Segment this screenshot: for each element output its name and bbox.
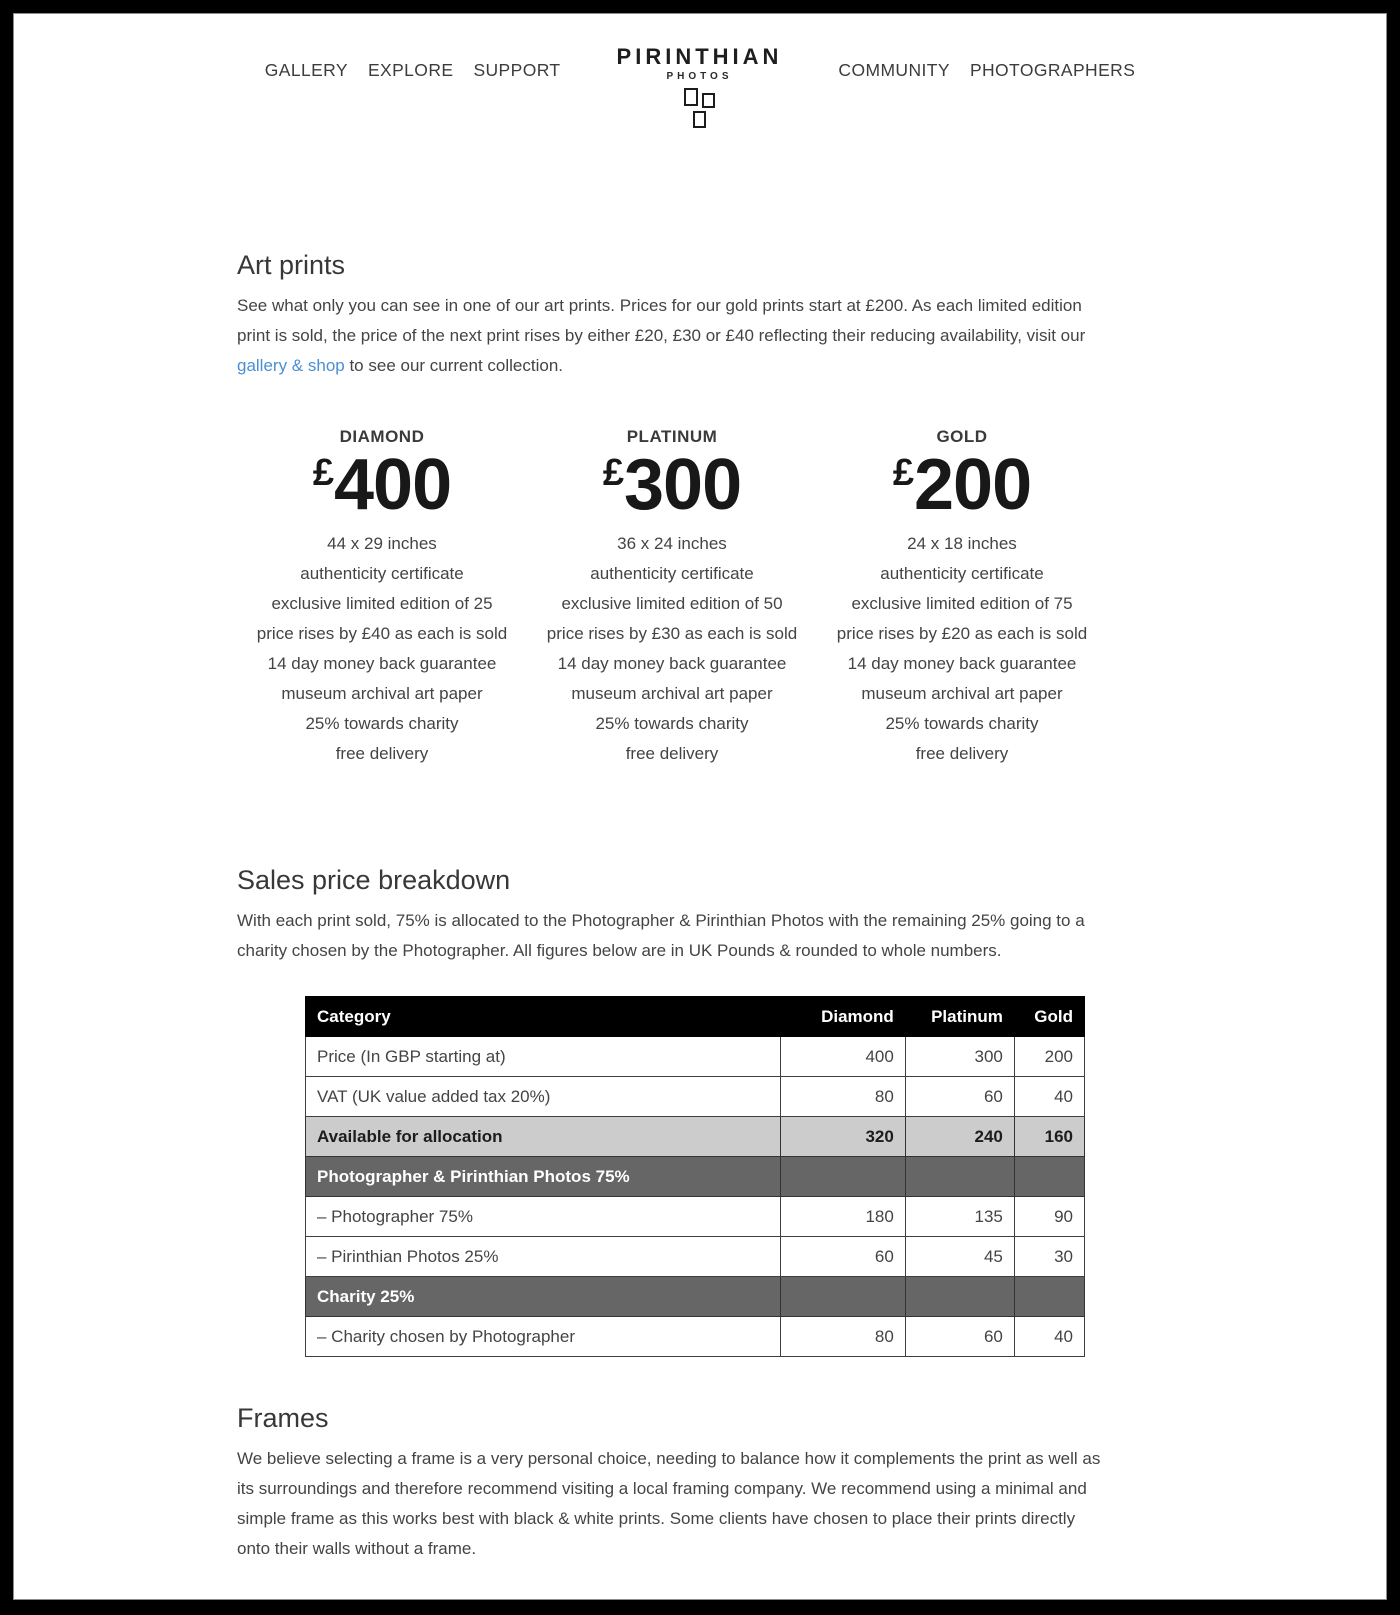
frames-heading: Frames <box>237 1403 329 1433</box>
tier-feature: authenticity certificate <box>590 564 754 583</box>
row-value: 320 <box>781 1117 906 1157</box>
sales-breakdown-intro: With each print sold, 75% is allocated to the Photographer & Pirinthian Photos with the remaining 25% going to a charity chosen by the Photographer. All figures below are in UK Pounds & rounded to whole numbers. <box>237 911 1085 960</box>
tier-feature: price rises by £20 as each is sold <box>836 624 1088 643</box>
sales-breakdown-table <box>305 996 1085 1357</box>
row-value: 80 <box>781 1077 906 1117</box>
tier-price <box>237 445 527 525</box>
tier-feature: exclusive limited edition of 50 <box>561 594 783 613</box>
row-value <box>1014 1157 1084 1197</box>
row-value: 60 <box>781 1237 906 1277</box>
row-value: 40 <box>1014 1077 1084 1117</box>
site-logo[interactable] <box>617 44 783 128</box>
sales-breakdown-section <box>237 865 1107 1357</box>
tier-feature: authenticity certificate <box>300 564 464 583</box>
pricing-tier-card <box>817 427 1107 769</box>
row-value: 90 <box>1014 1197 1084 1237</box>
nav-item-explore[interactable]: EXPLORE <box>367 60 454 80</box>
logo-title: PIRINTHIAN <box>616 44 783 69</box>
pricing-tier-card <box>237 427 527 769</box>
tier-features <box>237 529 527 769</box>
logo-subtitle: PHOTOS <box>666 71 733 82</box>
pricing-tiers <box>237 427 1107 769</box>
row-value: 135 <box>905 1197 1014 1237</box>
nav-item-photographers[interactable]: PHOTOGRAPHERS <box>969 60 1136 80</box>
table-header-row <box>306 997 1085 1037</box>
logo-frame-icon <box>693 111 706 128</box>
row-label: Photographer & Pirinthian Photos 75% <box>306 1157 781 1197</box>
table-row <box>306 1237 1085 1277</box>
nav-item-support[interactable]: SUPPORT <box>473 60 561 80</box>
row-value <box>905 1277 1014 1317</box>
tier-name: PLATINUM <box>626 427 718 446</box>
row-label: Charity 25% <box>306 1277 781 1317</box>
row-label: Price (In GBP starting at) <box>306 1037 781 1077</box>
intro-text-after: to see our current collection. <box>344 356 564 375</box>
table-row <box>306 1317 1085 1357</box>
row-value <box>905 1157 1014 1197</box>
row-value: 45 <box>905 1237 1014 1277</box>
table-row <box>306 1157 1085 1197</box>
tier-feature: exclusive limited edition of 75 <box>851 594 1073 613</box>
tier-feature: 14 day money back guarantee <box>557 654 787 673</box>
tier-feature: 25% towards charity <box>885 714 1039 733</box>
tier-feature: free delivery <box>915 744 1009 763</box>
tier-feature: 25% towards charity <box>595 714 749 733</box>
tier-feature: free delivery <box>335 744 429 763</box>
nav-item-gallery[interactable]: GALLERY <box>264 60 348 80</box>
tier-feature: 24 x 18 inches <box>907 534 1017 553</box>
row-value: 60 <box>905 1077 1014 1117</box>
row-value <box>1014 1277 1084 1317</box>
column-header-gold: Gold <box>1014 997 1084 1037</box>
row-value: 180 <box>781 1197 906 1237</box>
currency-symbol: £ <box>892 452 914 494</box>
row-value <box>781 1277 906 1317</box>
logo-frame-icon <box>684 88 698 106</box>
logo-frames-icon <box>617 88 783 128</box>
row-value: 200 <box>1014 1037 1084 1077</box>
column-header-platinum: Platinum <box>905 997 1014 1037</box>
logo-frame-icon <box>702 93 715 108</box>
nav-item-community[interactable]: COMMUNITY <box>838 60 950 80</box>
table-row <box>306 1277 1085 1317</box>
tier-feature: 44 x 29 inches <box>327 534 437 553</box>
table-row <box>306 1037 1085 1077</box>
breakdown-table-body <box>306 1037 1085 1357</box>
tier-feature: 36 x 24 inches <box>617 534 727 553</box>
tier-feature: 14 day money back guarantee <box>267 654 497 673</box>
row-value: 30 <box>1014 1237 1084 1277</box>
row-value: 240 <box>905 1117 1014 1157</box>
gallery-shop-link[interactable]: gallery & shop <box>237 356 345 375</box>
tier-feature: 25% towards charity <box>305 714 459 733</box>
row-value: 300 <box>905 1037 1014 1077</box>
row-label: – Charity chosen by Photographer <box>306 1317 781 1357</box>
tier-price <box>527 445 817 525</box>
row-label: – Photographer 75% <box>306 1197 781 1237</box>
tier-name: DIAMOND <box>339 427 425 446</box>
tier-price-value: 400 <box>334 445 452 525</box>
table-row <box>306 1117 1085 1157</box>
row-value: 60 <box>905 1317 1014 1357</box>
row-value: 160 <box>1014 1117 1084 1157</box>
column-header-category: Category <box>306 997 781 1037</box>
tier-feature: price rises by £40 as each is sold <box>256 624 508 643</box>
tier-feature: authenticity certificate <box>880 564 1044 583</box>
column-header-diamond: Diamond <box>781 997 906 1037</box>
row-value: 400 <box>781 1037 906 1077</box>
frames-body: We believe selecting a frame is a very personal choice, needing to balance how it complements the print as well as its surroundings and therefore recommend visiting a local framing company. We recommend using a minimal and simple frame as this works best with black & white prints. Some clients have chosen to place their prints directly onto their walls without a frame. <box>237 1449 1101 1558</box>
tier-feature: museum archival art paper <box>571 684 773 703</box>
row-label: – Pirinthian Photos 25% <box>306 1237 781 1277</box>
row-value: 40 <box>1014 1317 1084 1357</box>
art-prints-section <box>237 250 1107 769</box>
tier-feature: museum archival art paper <box>281 684 483 703</box>
art-prints-intro <box>237 291 1107 381</box>
sales-breakdown-heading: Sales price breakdown <box>237 865 511 895</box>
tier-feature: 14 day money back guarantee <box>847 654 1077 673</box>
row-label: VAT (UK value added tax 20%) <box>306 1077 781 1117</box>
tier-price-value: 200 <box>914 445 1032 525</box>
art-prints-heading: Art prints <box>237 250 346 280</box>
frames-section <box>237 1403 1107 1564</box>
currency-symbol: £ <box>602 452 624 494</box>
row-value: 80 <box>781 1317 906 1357</box>
tier-feature: museum archival art paper <box>861 684 1063 703</box>
table-row <box>306 1197 1085 1237</box>
tier-feature: exclusive limited edition of 25 <box>271 594 493 613</box>
intro-text-before: See what only you can see in one of our art prints. Prices for our gold prints start at £200. As each limited edition print is sold, the price of the next print rises by either £20, £30 or £40 reflecting their reducing availability, visit our <box>237 296 1086 345</box>
tier-price-value: 300 <box>624 445 742 525</box>
tier-features <box>817 529 1107 769</box>
tier-name: GOLD <box>936 427 988 446</box>
row-label: Available for allocation <box>306 1117 781 1157</box>
currency-symbol: £ <box>312 452 334 494</box>
tier-feature: price rises by £30 as each is sold <box>546 624 798 643</box>
nav-right-group <box>838 60 1135 81</box>
tier-features <box>527 529 817 769</box>
page <box>13 13 1387 1600</box>
row-value <box>781 1157 906 1197</box>
nav-left-group <box>265 60 561 81</box>
pricing-tier-card <box>527 427 817 769</box>
tier-price <box>817 445 1107 525</box>
table-row <box>306 1077 1085 1117</box>
main-navigation <box>14 14 1386 128</box>
tier-feature: free delivery <box>625 744 719 763</box>
